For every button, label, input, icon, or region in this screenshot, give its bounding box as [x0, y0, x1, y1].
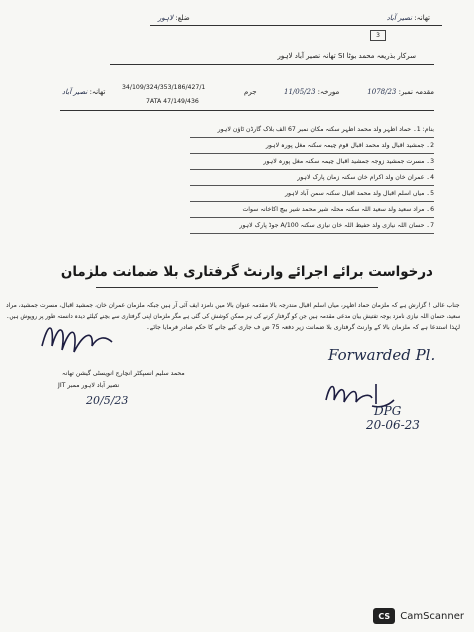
accused-underline — [190, 233, 434, 234]
fir-label: مقدمہ نمبر — [400, 88, 434, 96]
station-field: تھانہ: نصیر آباد — [62, 88, 106, 96]
dpg-label: DPG — [374, 404, 402, 418]
body-line: لہٰذا استدعا ہے کہ ملزمان بالا کے وارنٹ گرفتاری بلا ضمانت زیر دفعہ 75 ض ف جاری کیے جانے کا حکم صادر فرمایا جائے۔ — [146, 324, 460, 331]
camscanner-label: CamScanner — [400, 610, 464, 622]
district-field: ضلع: لاہور — [158, 14, 190, 22]
page-number-box — [370, 30, 386, 41]
forwarded-note: Forwarded Pl. — [328, 346, 436, 364]
station-label: تھانہ — [91, 88, 106, 96]
dpg-date: 20-06-23 — [366, 418, 420, 432]
camscanner-logo-icon: CS — [373, 608, 395, 624]
offences-line-1: 34/109/324/353/186/427/1 — [122, 84, 206, 91]
body-line: جناب عالی ! گزارش ہے کہ ملزمان حماد اظہر، میاں اسلم اقبال مندرجہ بالا مقدمہ عنوان بالا میں نامزد ایف آئی آر ہیں جبکہ ملزمان عمران خان، جمشید اقبال، مسرت جمشید، مراد — [6, 302, 460, 309]
accused-item: بنام: 1۔ حماد اظہر ولد محمد اظہر سکنہ مکان نمبر 67 الف بلاک گارڈن ٹاؤن لاہور — [217, 126, 434, 133]
officer-line-1: محمد سلیم انسپکٹر انچارج انویسٹی گیشن تھانہ — [62, 370, 185, 377]
fir-number: 1078/23 — [367, 88, 397, 96]
date-field: مورخہ: 11/05/23 — [284, 88, 340, 96]
body-line: سعید، حسان اللہ نیازی نامزد بوجہ تفتیش بیان مدعی مقدمہ ہیں جن کو گرفتار کرنے کی ہر ممکن کوشش کی گئی ہے مگر ملزمان اپنی گرفتاری سے بچنے کیلئے دیدہ دانستہ طور پر روپوش ہیں۔ — [5, 313, 460, 320]
sarkar-line: سرکار بذریعہ محمد بوٹا SI تھانہ نصیر آباد لاہور — [277, 52, 416, 60]
police-station-value: نصیر آباد — [386, 14, 413, 22]
station-value: نصیر آباد — [62, 88, 88, 96]
accused-underline — [190, 217, 434, 218]
accused-underline — [190, 185, 434, 186]
officer-signature-icon — [38, 316, 118, 360]
document-title: درخواست برائے اجرائے وارنٹ گرفتاری بلا ضمانت ملزمان — [60, 264, 433, 280]
district-label: ضلع — [177, 14, 190, 22]
offences-line-2: 7ATA 47/149/436 — [146, 98, 199, 105]
police-station-label: تھانہ — [416, 14, 430, 22]
accused-item: 3۔ مسرت جمشید زوجہ جمشید اقبال چیمہ سکنہ مغل پورہ لاہور — [263, 158, 434, 165]
sarkar-underline — [110, 64, 434, 65]
header-underline — [150, 25, 442, 26]
accused-underline — [190, 201, 434, 202]
title-underline — [96, 287, 378, 288]
date-value: 11/05/23 — [284, 88, 316, 96]
accused-underline — [190, 169, 434, 170]
officer-date: 20/5/23 — [86, 394, 129, 407]
officer-line-2: نصیر آباد لاہور ممبر JIT — [58, 382, 120, 389]
fir-underline — [60, 110, 434, 111]
accused-item: 5۔ میاں اسلم اقبال ولد محمد اقبال سکنہ سمن آباد لاہور — [284, 190, 434, 197]
accused-underline — [190, 137, 434, 138]
accused-item: 4۔ عمران خان ولد اکرام خان سکنہ زمان پارک لاہور — [297, 174, 434, 181]
accused-item: 7۔ حسان اللہ نیازی ولد حفیظ اللہ خان نیازی سکنہ 100/A جوڈ پارک لاہور — [239, 222, 434, 229]
date-label: مورخہ — [320, 88, 340, 96]
district-value: لاہور — [158, 14, 174, 22]
offence-label: جرم — [244, 88, 257, 96]
fir-field: مقدمہ نمبر: 1078/23 — [367, 88, 434, 96]
camscanner-watermark — [373, 608, 464, 624]
police-station-field: تھانہ: نصیر آباد — [386, 14, 430, 22]
accused-item: 6۔ مراد سعید ولد سعید اللہ سکنہ محلہ شیر محمد شیر بیچ اکاخانہ سوات — [242, 206, 434, 213]
accused-item: 2۔ جمشید اقبال ولد محمد اقبال قوم چیمہ سکنہ مغل پورہ لاہور — [265, 142, 434, 149]
page-number: 3 — [376, 32, 380, 39]
accused-underline — [190, 153, 434, 154]
